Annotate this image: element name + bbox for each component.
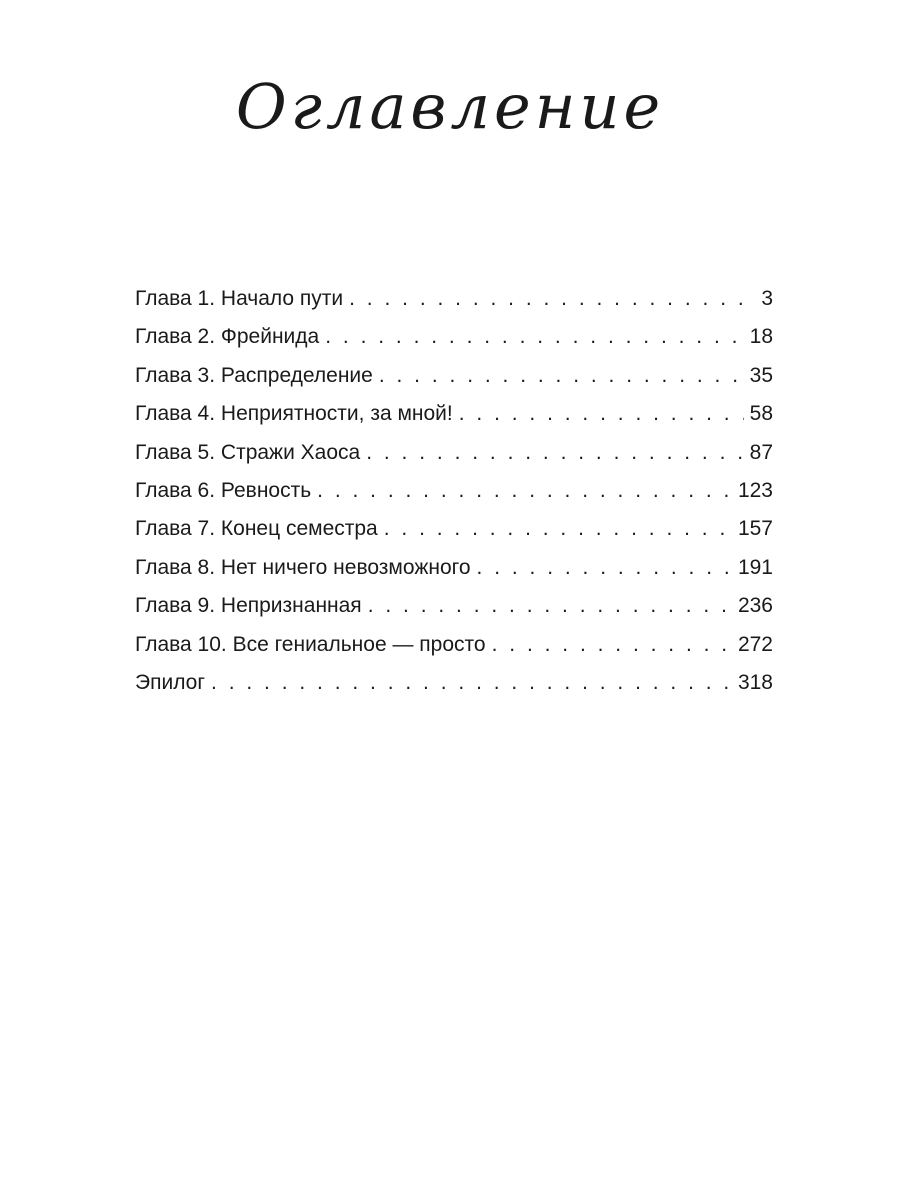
- toc-entry-label: Глава 5. Стражи Хаоса: [135, 440, 361, 464]
- toc-entry: [135, 549, 773, 587]
- toc-entry-page: 58: [749, 402, 773, 426]
- toc-entry-page: 236: [737, 594, 773, 618]
- toc-entry-page: 272: [737, 632, 773, 656]
- toc-entry-label: Глава 3. Распределение: [135, 363, 373, 387]
- dot-leader: [325, 318, 743, 356]
- toc-entry: [135, 626, 773, 664]
- toc-entry: [135, 318, 773, 356]
- toc-entry-page: 87: [749, 440, 773, 464]
- toc-entry-label: Глава 1. Начало пути: [135, 287, 344, 310]
- page-title: Оглавление: [235, 70, 665, 143]
- toc-entry-label: Глава 9. Непризнанная: [135, 594, 362, 618]
- toc-entry-page: 157: [737, 517, 773, 541]
- table-of-contents: [135, 280, 773, 702]
- toc-entry-page: 18: [749, 325, 773, 349]
- toc-entry-label: Глава 2. Фрейнида: [135, 325, 320, 349]
- toc-entry: [135, 472, 773, 510]
- toc-entry: [135, 357, 773, 395]
- toc-entry-page: 191: [737, 555, 773, 579]
- toc-entry-page: 3: [761, 287, 773, 310]
- dot-leader: [366, 434, 743, 472]
- toc-entry: [135, 395, 773, 433]
- dot-leader: [211, 664, 732, 702]
- dot-leader: [384, 510, 732, 548]
- toc-entry: [135, 510, 773, 548]
- dot-leader: [459, 395, 744, 433]
- toc-entry-label: Глава 10. Все гениальное — просто: [135, 632, 486, 656]
- toc-entry-page: 318: [737, 670, 773, 694]
- toc-entry-label: Глава 6. Ревность: [135, 478, 312, 502]
- toc-entry-label: Глава 4. Неприятности, за мной!: [135, 402, 453, 426]
- toc-entry: [135, 587, 773, 625]
- toc-entry-label: Эпилог: [135, 670, 206, 694]
- toc-entry: [135, 280, 773, 318]
- dot-leader: [379, 357, 744, 395]
- dot-leader: [368, 587, 732, 625]
- toc-entry: [135, 664, 773, 702]
- toc-entry-page: 123: [737, 478, 773, 502]
- toc-entry-page: 35: [749, 363, 773, 387]
- dot-leader: [317, 472, 732, 510]
- dot-leader: [492, 626, 732, 664]
- toc-entry-label: Глава 7. Конец семестра: [135, 517, 378, 541]
- dot-leader: [477, 549, 732, 587]
- toc-entry-label: Глава 8. Нет ничего невозможного: [135, 555, 471, 579]
- toc-entry: [135, 434, 773, 472]
- dot-leader: [349, 280, 755, 318]
